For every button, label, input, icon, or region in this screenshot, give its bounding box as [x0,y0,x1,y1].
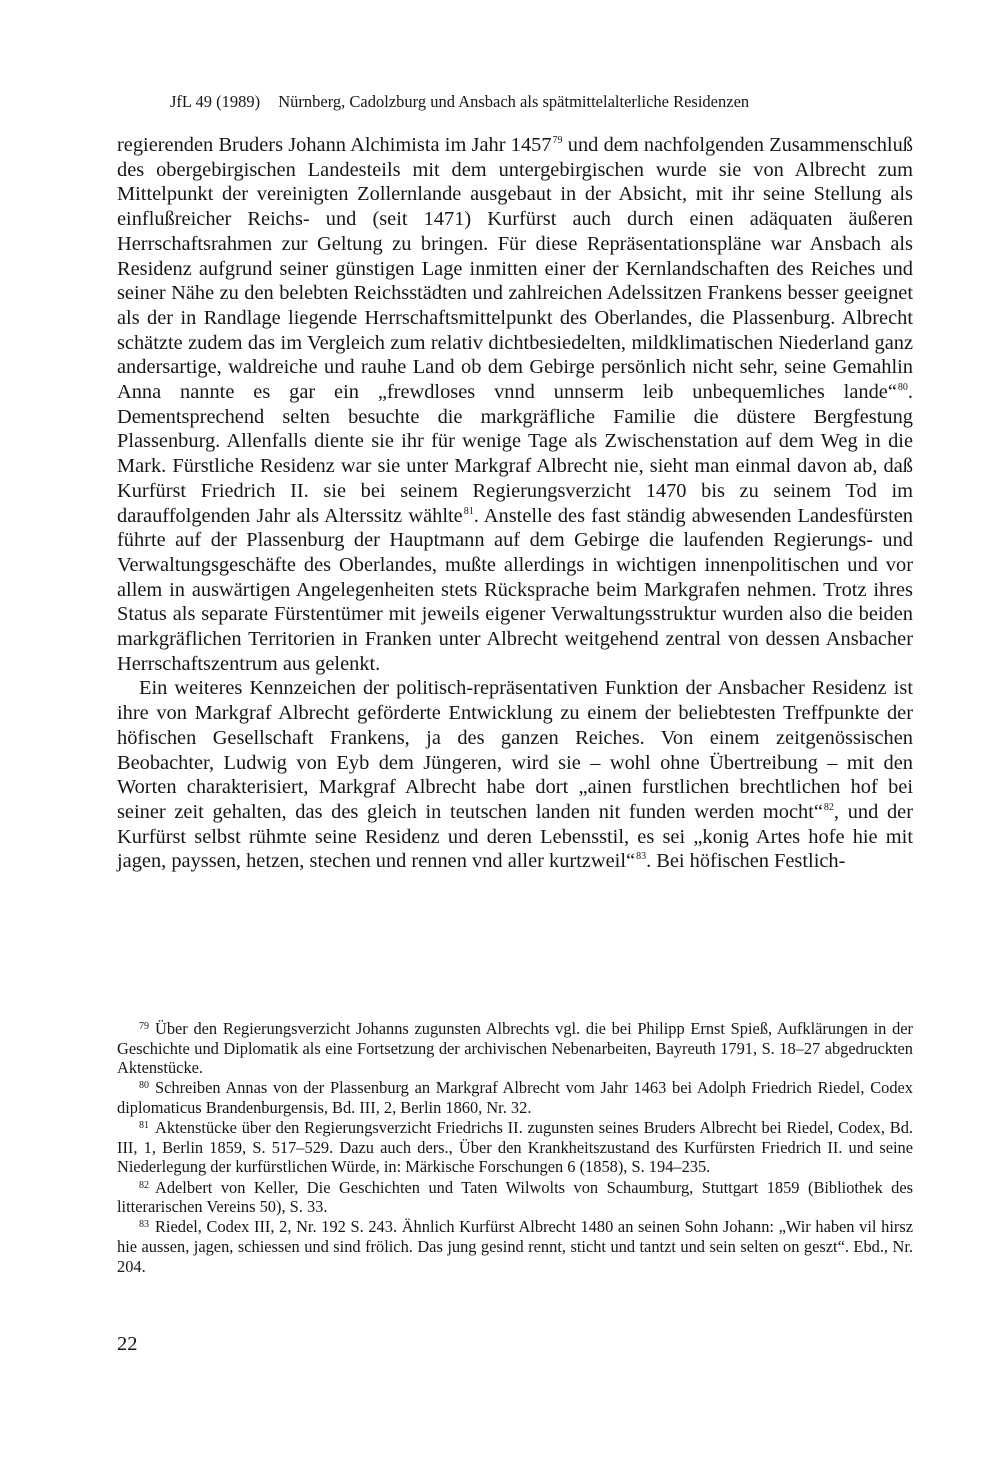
paragraph-text: und dem nachfolgenden Zusammenschluß des obergebirgischen Landesteils mit dem untergebirgischen wurde sie von Albrecht zum Mittelpunkt der vereinigten Zollernlande ausgebaut in der Absicht, mit ihr seine Stellung als einflußreicher Reichs- und (seit 1471) Kurfürst auch durch einen adäquaten äußeren Herrschaftsrahmen zur Geltung zu bringen. Für diese Repräsentationspläne war Ansbach als Residenz aufgrund seiner günstigen Lage inmitten einer der Kernlandschaften des Reiches und seiner Nähe zu den belebten Reichsstädten und zahlreichen Adelssitzen Frankens besser geeignet als der in Randlage liegende Herrschaftsmittelpunkt des Oberlandes, die Plassenburg. Albrecht schätzte zudem das im Vergleich zum relativ dichtbesiedelten, mildklimatischen Niederland ganz andersartige, waldreiche und rauhe Land ob dem Gebirge persönlich nicht sehr, seine Gemahlin Anna nannte es gar ein „frewdloses vnnd unnserm leib unbequemliches lande“ [117,134,913,404]
footnote-79 [117,1019,913,1078]
footnote-text: Über den Regierungsverzicht Johanns zugunsten Albrechts vgl. die bei Philipp Ernst Spieß, Aufklärungen in der Geschichte und Diplomatik als eine Fortsetzung der archivischen Nebenarbeiten, Bayreuth 1791, S. 18–27 abgedruckten Aktenstücke. [117,1019,913,1078]
paragraph-1 [117,133,913,676]
footnote-number: 79 [139,1021,149,1032]
footnote-text: Aktenstücke über den Regierungsverzicht Friedrichs II. zugunsten seines Bruders Albrecht bei Riedel, Codex, Bd. III, 1, Berlin 1859, S. 517–529. Dazu auch ders., Über den Krankheitszustand des Kurfürsten Friedrich II. und seine Niederlegung der kurfürstlichen Würde, in: Märkische Forschungen 6 (1858), S. 194–235. [117,1118,913,1177]
footnote-82 [117,1178,913,1217]
footnote-number: 81 [139,1120,149,1132]
paragraph-2 [117,676,913,874]
footnote-number: 83 [139,1219,149,1231]
footnote-text: Schreiben Annas von der Plassenburg an Markgraf Albrecht vom Jahr 1463 bei Adolph Friedrich Riedel, Codex diplomaticus Brandenburgensis, Bd. III, 2, Berlin 1860, Nr. 32. [117,1078,913,1117]
paragraph-text: . Dementsprechend selten besuchte die markgräfliche Familie die düstere Bergfestung Plassenburg. Allenfalls diente sie ihr für wenige Tage als Zwischenstation auf dem Weg in die Mark. Fürstliche Residenz war sie unter Markgraf Albrecht nie, sieht man einmal davon ab, daß Kurfürst Friedrich II. sie bei seinem Regierungsverzicht 1470 bis zu seinem Tod im darauffolgenden Jahr als Alterssitz wählte [117,381,913,527]
main-text [117,133,913,874]
paragraph-text: regierenden Bruders Johann Alchimista im Jahr 1457 [117,134,552,156]
footnote-ref-81: 81 [463,505,474,517]
paragraph-text: . Anstelle des fast ständig abwesenden Landesfürsten führte auf der Plassenburg der Hauptmann auf dem Gebirge die laufenden Regierungs- und Verwaltungsgeschäfte des Oberlandes, mußte allerdings in wichtigen innenpolitischen und vor allem in auswärtigen Angelegenheiten stets Rücksprache beim Markgrafen nehmen. Trotz ihres Status als separate Fürstentümer mit jeweils eigener Verwaltungsstruktur wurden also die beiden markgräflichen Territorien in Franken unter Albrecht weitgehend zentral von dessen Ansbacher Herrschaftszentrum aus gelenkt. [117,504,913,675]
footnote-83 [117,1217,913,1276]
footnote-ref-80: 80 [897,382,908,394]
paragraph-text: Ein weiteres Kennzeichen der politisch-repräsentativen Funktion der Ansbacher Residenz ist ihre von Markgraf Albrecht geförderte Entwicklung zu einem der beliebtesten Treffpunkte der höfischen Gesellschaft Frankens, ja des ganzen Reiches. Von einem zeitgenössischen Beobachter, Ludwig von Eyb dem Jüngeren, wird sie – wohl ohne Übertreibung – mit den Worten charakterisiert, Markgraf Albrecht habe dort „ainen furstlichen brechtlichen hof bei seiner zeit gehalten, das des gleich in teutschen landen nit funden werden mocht“ [117,677,913,823]
running-head-journal: JfL 49 (1989) [170,92,261,111]
footnote-ref-83: 83 [636,851,647,863]
page-number: 22 [117,1333,138,1355]
running-head [170,92,870,112]
running-head-title: Nürnberg, Cadolzburg und Ansbach als spätmittelalterliche Residenzen [278,92,750,111]
footnotes [117,1019,913,1277]
paragraph-text: . Bei höfischen Festlich- [646,850,846,873]
footnote-ref-79: 79 [552,135,563,146]
footnote-text: Adelbert von Keller, Die Geschichten und Taten Wilwolts von Schaumburg, Stuttgart 1859 (Bibliothek des litterarischen Vereins 50), S. 33. [117,1177,913,1217]
footnote-number: 80 [139,1080,149,1092]
footnote-number: 82 [139,1179,149,1191]
paragraph-text: , und der Kurfürst selbst rühmte seine Residenz und deren Lebensstil, es sei „konig Artes hofe hie mit jagen, payssen, hetzen, stechen und rennen vnd aller kurtzweil“ [117,800,913,873]
footnote-80 [117,1078,913,1117]
footnote-ref-82: 82 [823,801,834,813]
footnote-81 [117,1118,913,1177]
footnote-text: Riedel, Codex III, 2, Nr. 192 S. 243. Ähnlich Kurfürst Albrecht 1480 an seinen Sohn Johann: „Wir haben vil hirsz hie aussen, jagen, schiessen und sind frölich. Das jung gesind rennt, sticht und tantzt und sein selten on geszt“. Ebd., Nr. 204. [117,1217,913,1276]
